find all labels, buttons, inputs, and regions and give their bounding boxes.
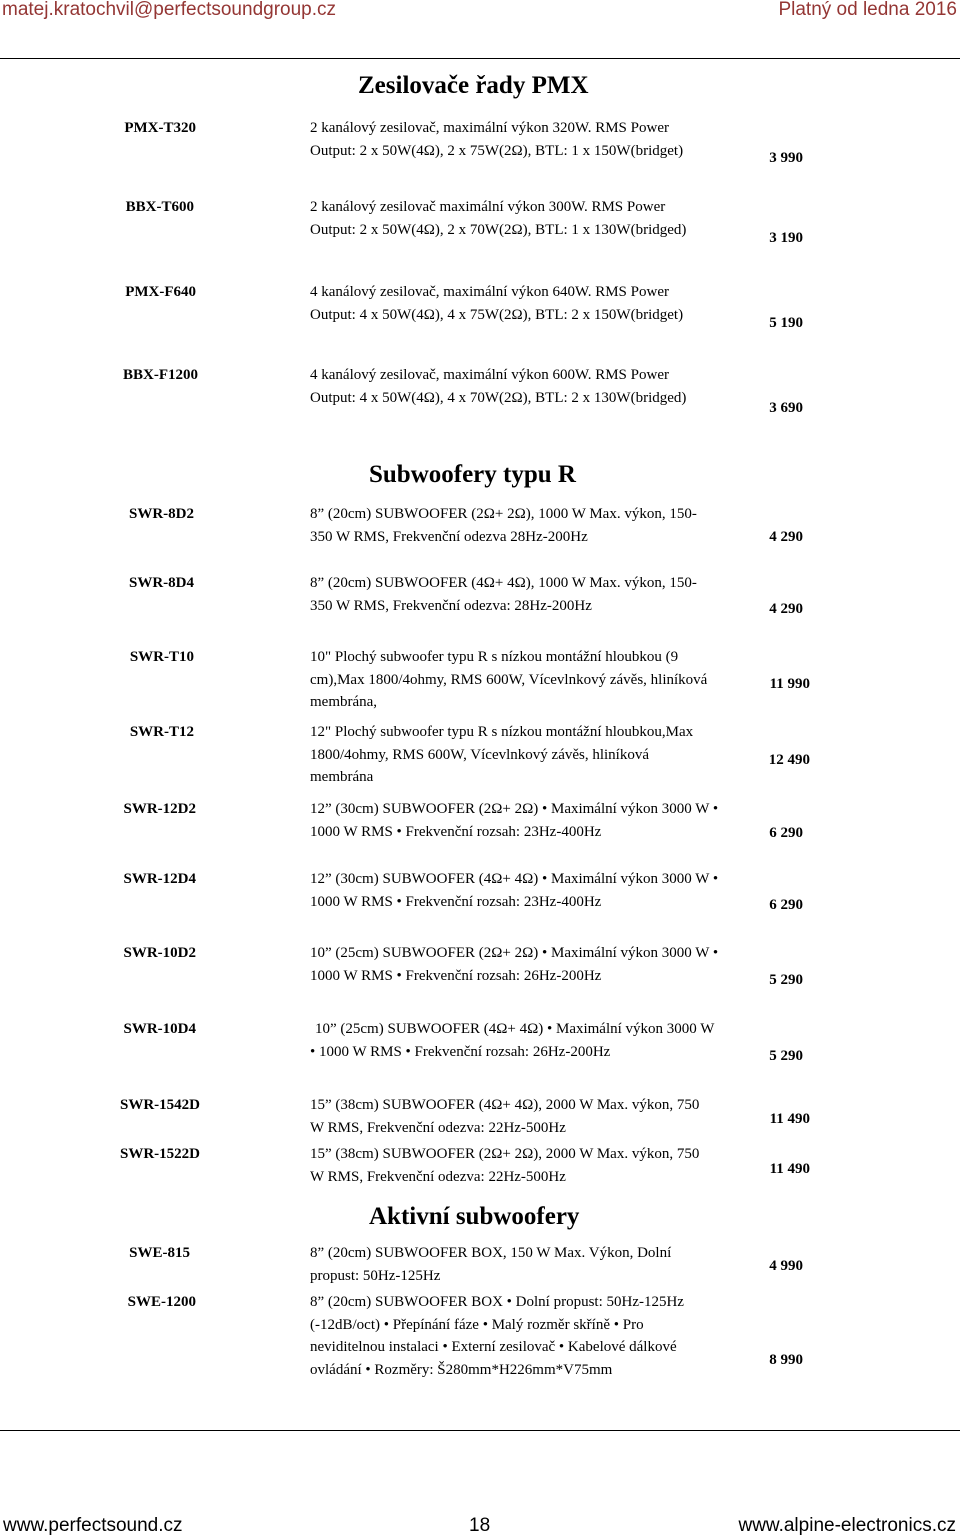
product-price: 11 490 bbox=[769, 1161, 810, 1177]
header-divider bbox=[0, 58, 960, 59]
product-code: SWR-10D4 bbox=[123, 1021, 196, 1037]
product-description: 12” (30cm) SUBWOOFER (4Ω+ 4Ω) • Maximální výkon 3000 W • 1000 W RMS • Frekvenční rozsah: 23Hz-400Hz bbox=[310, 871, 719, 910]
product-code: BBX-F1200 bbox=[123, 367, 198, 383]
product-price: 4 990 bbox=[769, 1258, 803, 1274]
product-code: PMX-T320 bbox=[124, 120, 196, 136]
product-price: 5 290 bbox=[769, 1048, 803, 1064]
product-description: 10” (25cm) SUBWOOFER (4Ω+ 4Ω) • Maximální výkon 3000 W • 1000 W RMS • Frekvenční rozsah: 26Hz-200Hz bbox=[310, 1021, 715, 1060]
page-number: 18 bbox=[469, 1515, 491, 1536]
product-price: 5 190 bbox=[769, 315, 803, 331]
header-validity: Platný od ledna 2016 bbox=[778, 0, 957, 20]
product-price: 3 690 bbox=[769, 400, 803, 416]
product-description: 8” (20cm) SUBWOOFER (4Ω+ 4Ω), 1000 W Max. výkon, 150-350 W RMS, Frekvenční odezva: 28Hz-200Hz bbox=[310, 575, 697, 614]
product-code: SWE-1200 bbox=[127, 1294, 196, 1310]
section-title-r-subwoofers: Subwoofery typu R bbox=[369, 461, 576, 488]
product-description: 4 kanálový zesilovač, maximální výkon 640W. RMS Power Output: 4 x 50W(4Ω), 4 x 75W(2Ω), BTL: 2 x 150W(bridget) bbox=[310, 284, 684, 323]
product-code: SWR-12D2 bbox=[123, 801, 196, 817]
product-price: 11 490 bbox=[769, 1111, 810, 1127]
product-description: 2 kanálový zesilovač maximální výkon 300W. RMS Power Output: 2 x 50W(4Ω), 2 x 70W(2Ω), BTL: 1 x 130W(bridged) bbox=[310, 199, 687, 238]
product-price: 4 290 bbox=[769, 601, 803, 617]
product-code: SWR-12D4 bbox=[123, 871, 196, 887]
product-code: SWE-815 bbox=[129, 1245, 190, 1261]
product-price: 12 490 bbox=[768, 752, 810, 768]
product-price: 3 990 bbox=[769, 150, 803, 166]
product-price: 8 990 bbox=[769, 1352, 803, 1368]
product-description: 15” (38cm) SUBWOOFER (2Ω+ 2Ω), 2000 W Max. výkon, 750 W RMS, Frekvenční odezva: 22Hz-500Hz bbox=[310, 1146, 700, 1185]
product-code: SWR-T12 bbox=[129, 724, 194, 740]
product-description: 8” (20cm) SUBWOOFER BOX, 150 W Max. Výkon, Dolní propust: 50Hz-125Hz bbox=[310, 1245, 672, 1284]
product-price: 3 190 bbox=[769, 230, 803, 246]
footer-left-url[interactable]: www.perfectsound.cz bbox=[3, 1515, 183, 1536]
product-price: 6 290 bbox=[769, 897, 803, 913]
product-price: 5 290 bbox=[769, 972, 803, 988]
product-description: 2 kanálový zesilovač, maximální výkon 320W. RMS Power Output: 2 x 50W(4Ω), 2 x 75W(2Ω), BTL: 1 x 150W(bridget) bbox=[310, 120, 684, 159]
header-email[interactable]: matej.kratochvil@perfectsoundgroup.cz bbox=[2, 0, 337, 20]
product-description: 8” (20cm) SUBWOOFER BOX • Dolní propust: 50Hz-125Hz (-12dB/oct) • Přepínání fáze • Malý rozměr skříně • Pro neviditelnou instalaci • Externí zesilovač • Kabelové dálkové ovládání • Rozměry: Š280mm*H226mm*V75mm bbox=[310, 1294, 684, 1378]
product-price: 11 990 bbox=[769, 676, 810, 692]
product-code: PMX-F640 bbox=[125, 284, 196, 300]
product-price: 6 290 bbox=[769, 825, 803, 841]
product-description: 12” (30cm) SUBWOOFER (2Ω+ 2Ω) • Maximální výkon 3000 W • 1000 W RMS • Frekvenční rozsah: 23Hz-400Hz bbox=[310, 801, 719, 840]
section-title-amplifiers: Zesilovače řady PMX bbox=[358, 72, 589, 99]
product-description: 10” (25cm) SUBWOOFER (2Ω+ 2Ω) • Maximální výkon 3000 W • 1000 W RMS • Frekvenční rozsah: 26Hz-200Hz bbox=[310, 945, 719, 984]
product-description: 4 kanálový zesilovač, maximální výkon 600W. RMS Power Output: 4 x 50W(4Ω), 4 x 70W(2Ω), BTL: 2 x 130W(bridged) bbox=[310, 367, 687, 406]
product-code: SWR-10D2 bbox=[123, 945, 196, 961]
product-code: SWR-T10 bbox=[129, 649, 194, 665]
section-title-active-subwoofers: Aktivní subwoofery bbox=[369, 1203, 580, 1230]
product-code: SWR-8D4 bbox=[128, 575, 194, 591]
product-description: 8” (20cm) SUBWOOFER (2Ω+ 2Ω), 1000 W Max. výkon, 150-350 W RMS, Frekvenční odezva 28Hz-200Hz bbox=[310, 506, 697, 545]
product-price: 4 290 bbox=[769, 529, 803, 545]
product-description: 10" Plochý subwoofer typu R s nízkou montážní hloubkou (9 cm),Max 1800/4ohmy, RMS 600W, Vícevlnkový závěs, hliníková membrána, bbox=[310, 649, 708, 710]
footer-right-url[interactable]: www.alpine-electronics.cz bbox=[738, 1515, 956, 1536]
product-description: 12" Plochý subwoofer typu R s nízkou montážní hloubkou,Max 1800/4ohmy, RMS 600W, Vícevlnkový závěs, hliníková membrána bbox=[310, 724, 694, 785]
product-description: 15” (38cm) SUBWOOFER (4Ω+ 4Ω), 2000 W Max. výkon, 750 W RMS, Frekvenční odezva: 22Hz-500Hz bbox=[310, 1097, 700, 1136]
product-code: SWR-8D2 bbox=[128, 506, 194, 522]
page-header bbox=[0, 0, 960, 24]
product-code: BBX-T600 bbox=[125, 199, 194, 215]
footer-divider bbox=[0, 1430, 960, 1431]
product-code: SWR-1522D bbox=[119, 1146, 200, 1162]
product-code: SWR-1542D bbox=[119, 1097, 200, 1113]
